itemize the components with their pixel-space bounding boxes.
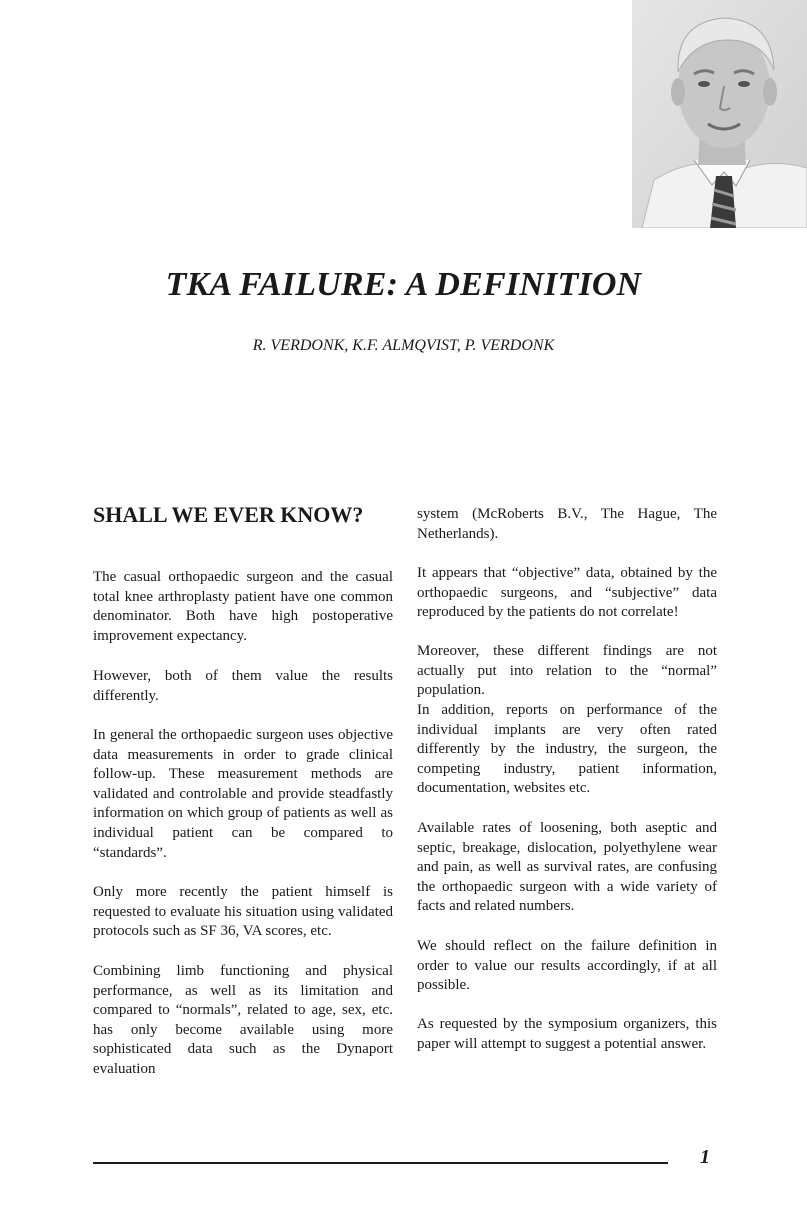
portrait-illustration xyxy=(632,0,807,228)
paragraph: As requested by the symposium organizers, this paper will attempt to suggest a potential answer. xyxy=(417,1016,717,1052)
author-portrait-photo xyxy=(632,0,807,228)
footer-rule xyxy=(93,1162,668,1164)
paragraph: In addition, reports on performance of the individual implants are very often rated differently by the industry, the surgeon, the competing industry, patient information, documentation, websites etc. xyxy=(417,702,717,797)
paragraph: system (McRoberts B.V., The Hague, The Netherlands). xyxy=(417,506,717,542)
paragraph: In general the orthopaedic surgeon uses objective data measurements in order to grade clinical follow-up. These measurement methods are validated and controlable and provide steadfastly information on which group of patients as well as individual patient can be compared to “standards”. xyxy=(93,727,393,861)
page-number: 1 xyxy=(700,1146,710,1168)
paragraph: The casual orthopaedic surgeon and the casual total knee arthroplasty patient have one common denominator. Both have high postoperative improvement expectancy. xyxy=(93,569,393,644)
paragraph: It appears that “objective” data, obtained by the orthopaedic surgeons, and “subjective” data reproduced by the patients do not correlate! xyxy=(417,565,717,621)
paragraph: Available rates of loosening, both aseptic and septic, breakage, dislocation, polyethylene wear and pain, as well as survival rates, are confusing the orthopaedic surgeon with a wide variety of facts and related numbers. xyxy=(417,820,717,915)
paragraph: Moreover, these different findings are not actually put into relation to the “normal” population. xyxy=(417,643,717,699)
paragraph: Combining limb functioning and physical performance, as well as its limitation and compared to “normals”, related to age, sex, etc. has only become available using more sophisticated data such as the Dynaport evaluation xyxy=(93,963,393,1077)
author-list: R. VERDONK, K.F. ALMQVIST, P. VERDONK xyxy=(252,337,555,354)
paragraph: Only more recently the patient himself is requested to evaluate his situation using validated protocols such as SF 36, VA scores, etc. xyxy=(93,884,393,940)
paragraph: We should reflect on the failure definition in order to value our results accordingly, if at all possible. xyxy=(417,938,717,994)
article-title: TKA FAILURE: A DEFINITION xyxy=(165,266,642,303)
section-heading: SHALL WE EVER KNOW? xyxy=(93,502,364,527)
paragraph: However, both of them value the results differently. xyxy=(93,668,393,704)
